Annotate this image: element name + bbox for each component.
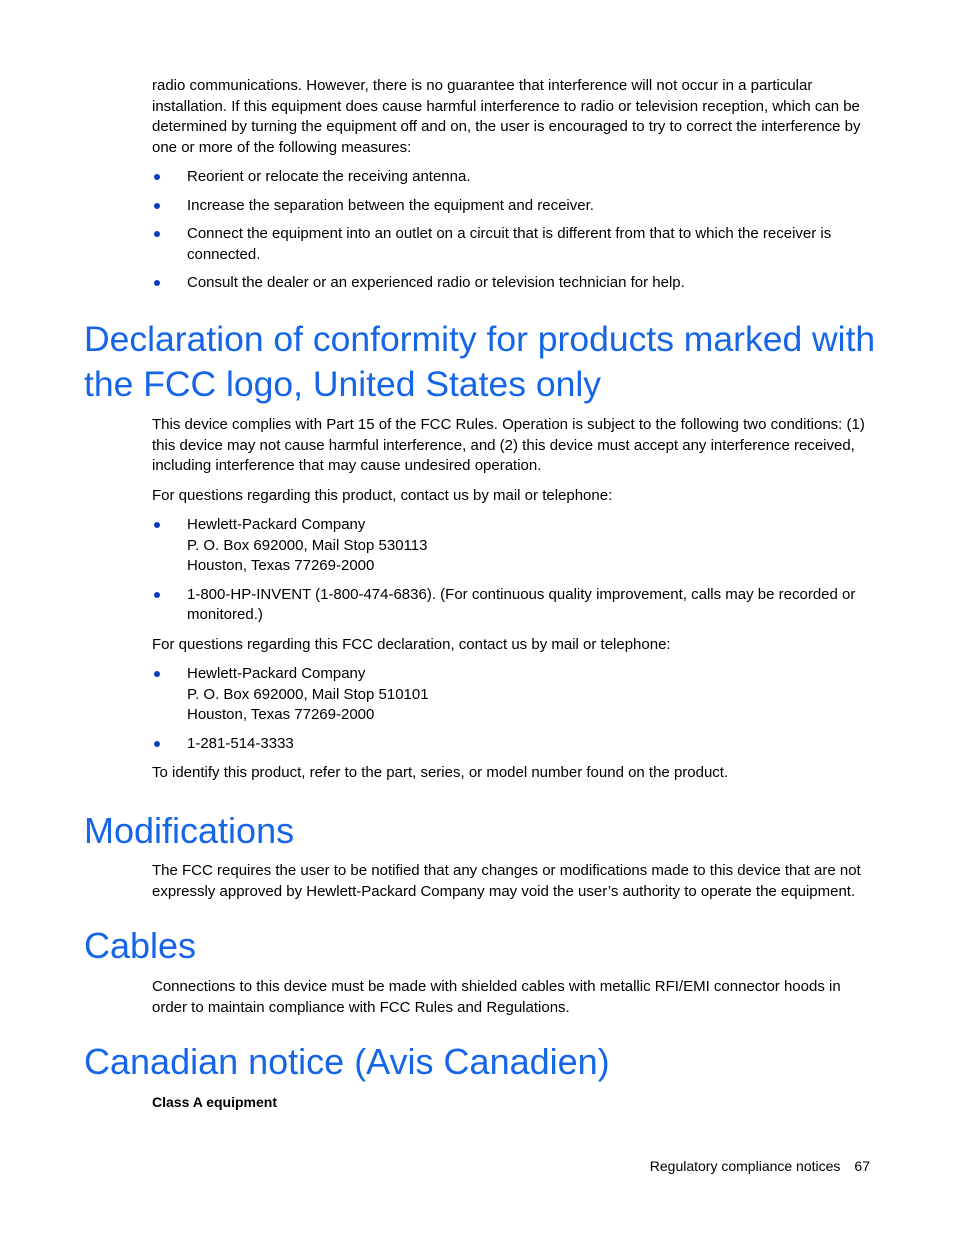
modifications-paragraph: The FCC requires the user to be notified that any changes or modifications made to this device that are not expressly approved by Hewlett-Packard Company may void the user’s authority to operate the equipment. — [152, 862, 861, 900]
bullet-icon — [154, 671, 160, 677]
cables-section — [152, 977, 872, 1018]
modifications-heading: Modifications — [84, 810, 295, 851]
list-item: Consult the dealer or an experienced radio or television technician for help. — [152, 273, 872, 294]
intro-paragraph: radio communications. However, there is no guarantee that interference will not occur in a particular installation. If this equipment does cause harmful interference to radio or television reception, which can be determined by turning the equipment off and on, the user is encouraged to try to correct the interference by one or more of the following measures: — [152, 77, 861, 156]
list-item: 1-281-514-3333 — [152, 734, 872, 755]
bullet-icon — [154, 592, 160, 598]
identify-product-paragraph: To identify this product, refer to the part, series, or model number found on the product. — [152, 764, 729, 781]
intro-section — [152, 76, 872, 294]
bullet-icon — [154, 741, 160, 747]
class-a-subheading: Class A equipment — [152, 1094, 277, 1110]
modifications-section — [152, 861, 872, 902]
bullet-icon — [154, 231, 160, 237]
canadian-section — [152, 1094, 872, 1110]
bullet-icon — [154, 174, 160, 180]
fcc-contact-intro: For questions regarding this FCC declaration, contact us by mail or telephone: — [152, 635, 671, 653]
product-contact-list — [152, 515, 872, 626]
list-item: Hewlett-Packard Company P. O. Box 692000, Mail Stop 510101 Houston, Texas 77269-2000 — [152, 664, 872, 726]
page-number: 67 — [854, 1158, 870, 1174]
fcc-contact-list — [152, 664, 872, 754]
footer-label: Regulatory compliance notices — [649, 1158, 841, 1174]
intro-bullet-list — [152, 167, 872, 294]
list-item: Hewlett-Packard Company P. O. Box 692000, Mail Stop 530113 Houston, Texas 77269-2000 — [152, 515, 872, 577]
page-footer — [650, 1158, 870, 1174]
list-item: Reorient or relocate the receiving antenna. — [152, 167, 872, 188]
bullet-icon — [154, 522, 160, 528]
cables-heading: Cables — [84, 925, 197, 966]
bullet-icon — [154, 280, 160, 286]
list-item: Connect the equipment into an outlet on a circuit that is different from that to which the receiver is connected. — [152, 224, 872, 265]
canadian-heading: Canadian notice (Avis Canadien) — [84, 1041, 610, 1082]
declaration-heading: Declaration of conformity for products marked with the FCC logo, United States only — [84, 319, 876, 404]
cables-paragraph: Connections to this device must be made with shielded cables with metallic RFI/EMI connector hoods in order to maintain compliance with FCC Rules and Regulations. — [152, 978, 841, 1016]
list-item: 1-800-HP-INVENT (1-800-474-6836). (For continuous quality improvement, calls may be recorded or monitored.) — [152, 585, 872, 626]
product-contact-intro: For questions regarding this product, contact us by mail or telephone: — [152, 486, 613, 504]
declaration-section — [152, 415, 872, 784]
bullet-icon — [154, 203, 160, 209]
list-item: Increase the separation between the equipment and receiver. — [152, 196, 872, 217]
declaration-paragraph: This device complies with Part 15 of the FCC Rules. Operation is subject to the following two conditions: (1) this device may not cause harmful interference, and (2) this device must accept any interference received, including interference that may cause undesired operation. — [152, 416, 865, 474]
